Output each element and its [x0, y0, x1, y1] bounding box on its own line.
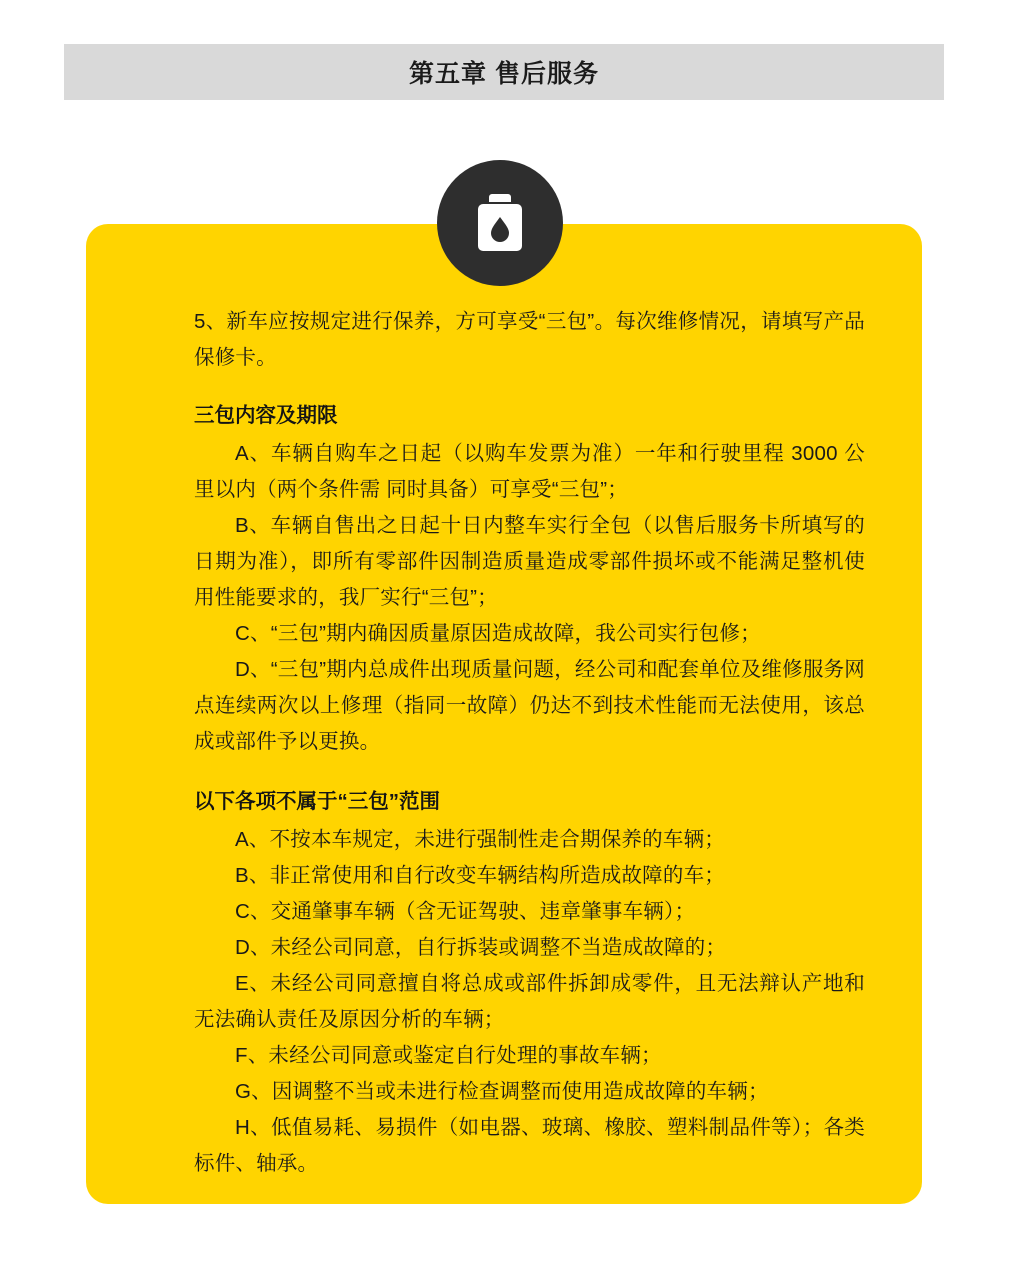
list-item: B、车辆自售出之日起十日内整车实行全包（以售后服务卡所填写的日期为准），即所有零部件因制造质量造成零部件损坏或不能满足整机使用性能要求的，我厂实行“三包”； [194, 514, 865, 609]
oil-can-icon [437, 160, 563, 286]
list-item: A、车辆自购车之日起（以购车发票为准）一年和行驶里程 3000 公里以内（两个条件需 同时具备）可享受“三包”； [194, 442, 865, 501]
list-item: H、低值易耗、易损件（如电器、玻璃、橡胶、塑料制品件等）；各类标件、轴承。 [194, 1116, 865, 1175]
chapter-header-bar [64, 44, 944, 100]
warranty-scope-list [194, 436, 865, 760]
list-item: F、未经公司同意或鉴定自行处理的事故车辆； [235, 1044, 662, 1067]
section-heading-warranty-scope: 三包内容及期限 [194, 404, 338, 427]
list-item: B、非正常使用和自行改变车辆结构所造成故障的车； [235, 864, 725, 887]
list-item: A、不按本车规定，未进行强制性走合期保养的车辆； [235, 828, 725, 851]
list-item: D、未经公司同意，自行拆装或调整不当造成故障的； [235, 936, 727, 959]
list-item: C、“三包”期内确因质量原因造成故障，我公司实行包修； [235, 622, 761, 645]
section-heading-exclusions: 以下各项不属于“三包”范围 [194, 790, 440, 813]
list-item: E、未经公司同意擅自将总成或部件拆卸成零件，且无法辩认产地和无法确认责任及原因分析的车辆； [194, 972, 865, 1031]
page-title: 第五章 售后服务 [409, 60, 599, 88]
document-body [86, 224, 922, 1182]
exclusions-list [194, 822, 865, 1182]
list-item: G、因调整不当或未进行检查调整而使用造成故障的车辆； [235, 1080, 769, 1103]
list-item: C、交通肇事车辆（含无证驾驶、违章肇事车辆）； [235, 900, 696, 923]
list-item: D、“三包”期内总成件出现质量问题，经公司和配套单位及维修服务网点连续两次以上修理（指同一故障）仍达不到技术性能而无法使用，该总成或部件予以更换。 [194, 658, 865, 753]
intro-paragraph: 5、新车应按规定进行保养，方可享受“三包”。每次维修情况，请填写产品保修卡。 [194, 310, 865, 369]
